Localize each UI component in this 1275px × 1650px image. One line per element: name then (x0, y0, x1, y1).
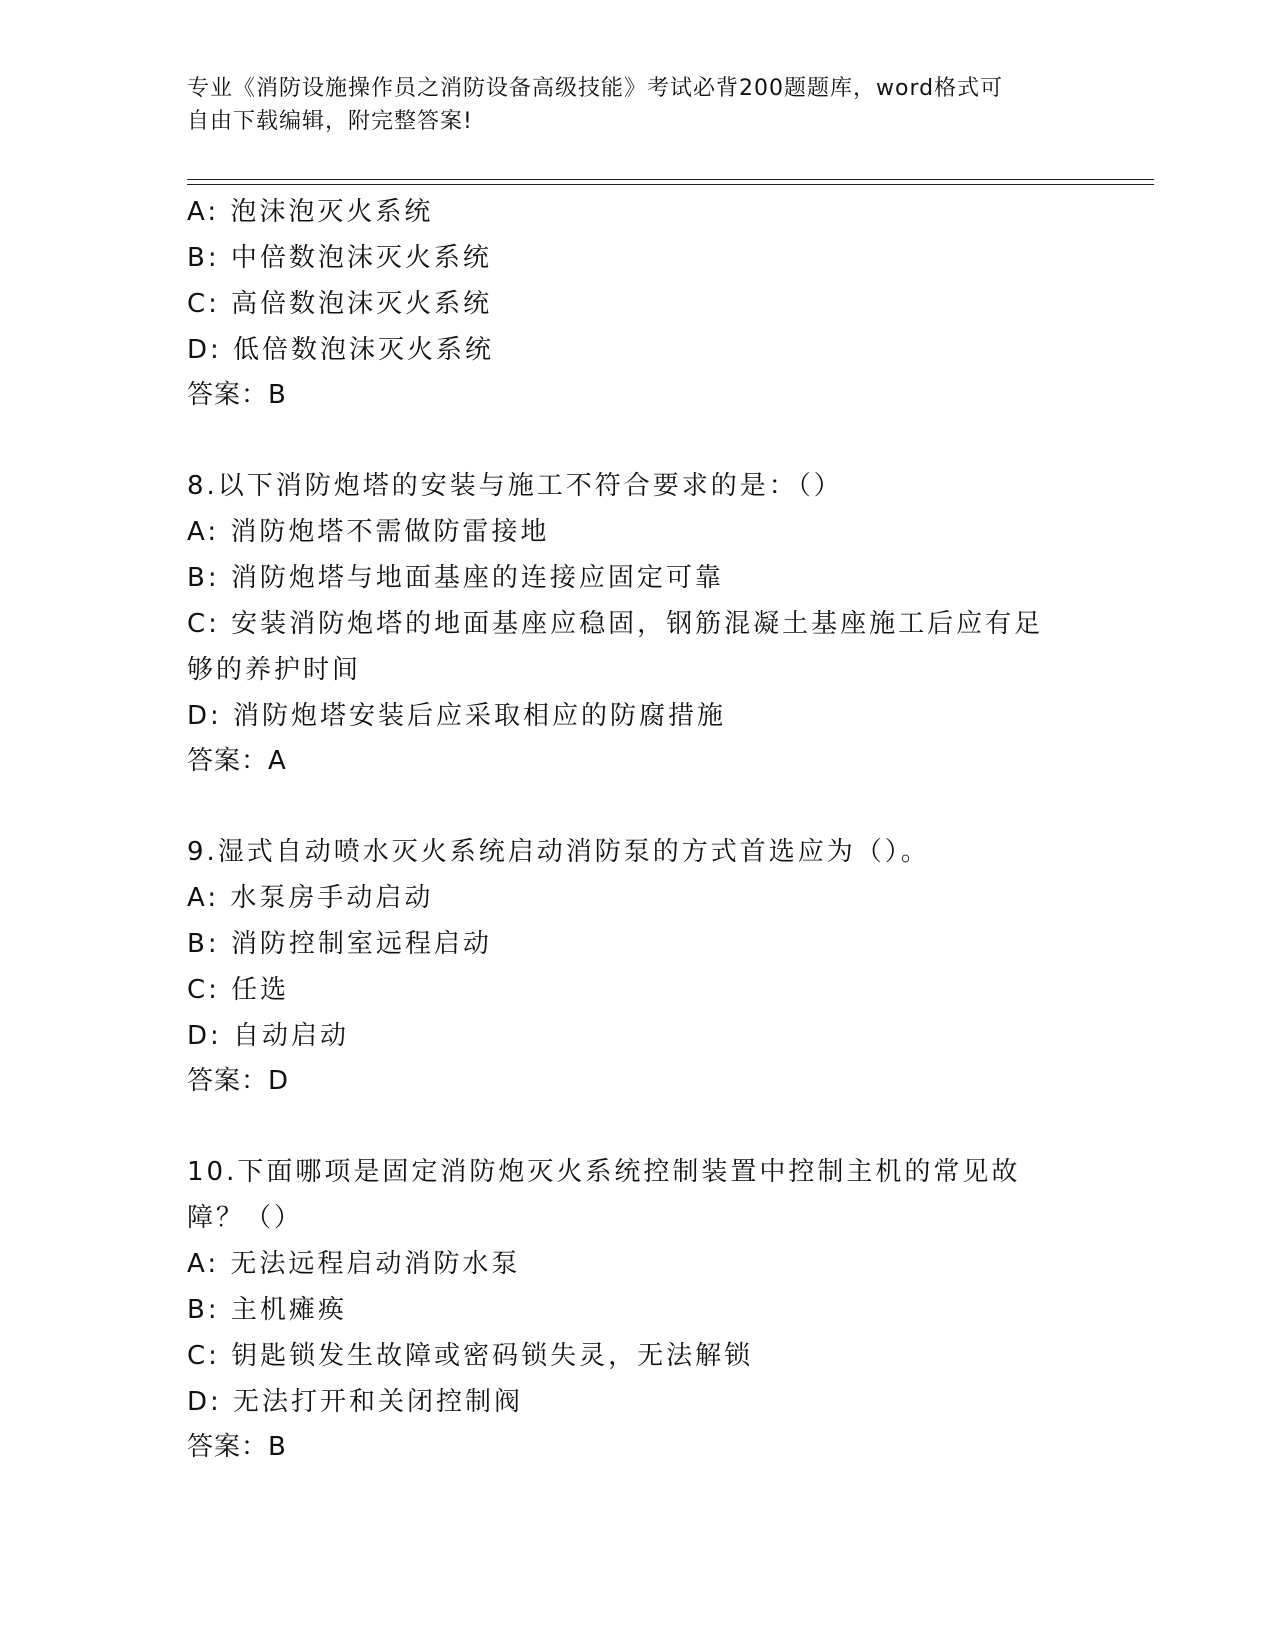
answer: 答案：A (187, 746, 287, 776)
option-d: D: 自动启动 (187, 1021, 350, 1051)
question-9-block (187, 829, 1087, 1104)
question-text: 10.下面哪项是固定消防炮灭火系统控制装置中控制主机的常见故障？（） (187, 1157, 1021, 1233)
question-text: 9.湿式自动喷水灭火系统启动消防泵的方式首选应为（）。 (187, 837, 930, 867)
option-d: D: 低倍数泡沫灭火系统 (187, 335, 495, 365)
option-a: A: 无法远程启动消防水泵 (187, 1249, 521, 1279)
option-b: B: 主机瘫痪 (187, 1295, 347, 1325)
question-7-block (187, 189, 1087, 418)
option-a: A: 水泵房手动启动 (187, 883, 434, 913)
header-divider-top (187, 179, 1154, 180)
option-a: A: 泡沫泡灭火系统 (187, 197, 434, 227)
option-c: C: 高倍数泡沫灭火系统 (187, 289, 493, 319)
question-10-block (187, 1149, 1087, 1470)
question-list (187, 189, 1087, 1470)
answer: 答案：B (187, 1432, 287, 1462)
option-c: C: 安装消防炮塔的地面基座应稳固，钢筋混凝土基座施工后应有足够的养护时间 (187, 609, 1044, 685)
header-line-1: 专业《消防设施操作员之消防设备高级技能》考试必背200题题库，word格式可 (187, 76, 1004, 101)
option-d: D: 无法打开和关闭控制阀 (187, 1387, 524, 1417)
spacer (187, 1104, 1087, 1149)
answer: 答案：B (187, 380, 287, 410)
option-d: D: 消防炮塔安装后应采取相应的防腐措施 (187, 701, 727, 731)
option-c: C: 任选 (187, 975, 290, 1005)
answer: 答案：D (187, 1066, 290, 1096)
spacer (187, 784, 1087, 829)
header-divider-bottom (187, 184, 1154, 185)
spacer (187, 418, 1087, 463)
document-header (187, 72, 1067, 138)
option-b: B: 消防控制室远程启动 (187, 929, 492, 959)
header-line-2: 自由下载编辑，附完整答案! (187, 109, 473, 134)
option-b: B: 中倍数泡沫灭火系统 (187, 243, 492, 273)
option-a: A: 消防炮塔不需做防雷接地 (187, 517, 550, 547)
question-text: 8.以下消防炮塔的安装与施工不符合要求的是：（） (187, 471, 843, 501)
option-c: C: 钥匙锁发生故障或密码锁失灵，无法解锁 (187, 1341, 754, 1371)
question-8-block (187, 463, 1087, 784)
option-b: B: 消防炮塔与地面基座的连接应固定可靠 (187, 563, 724, 593)
